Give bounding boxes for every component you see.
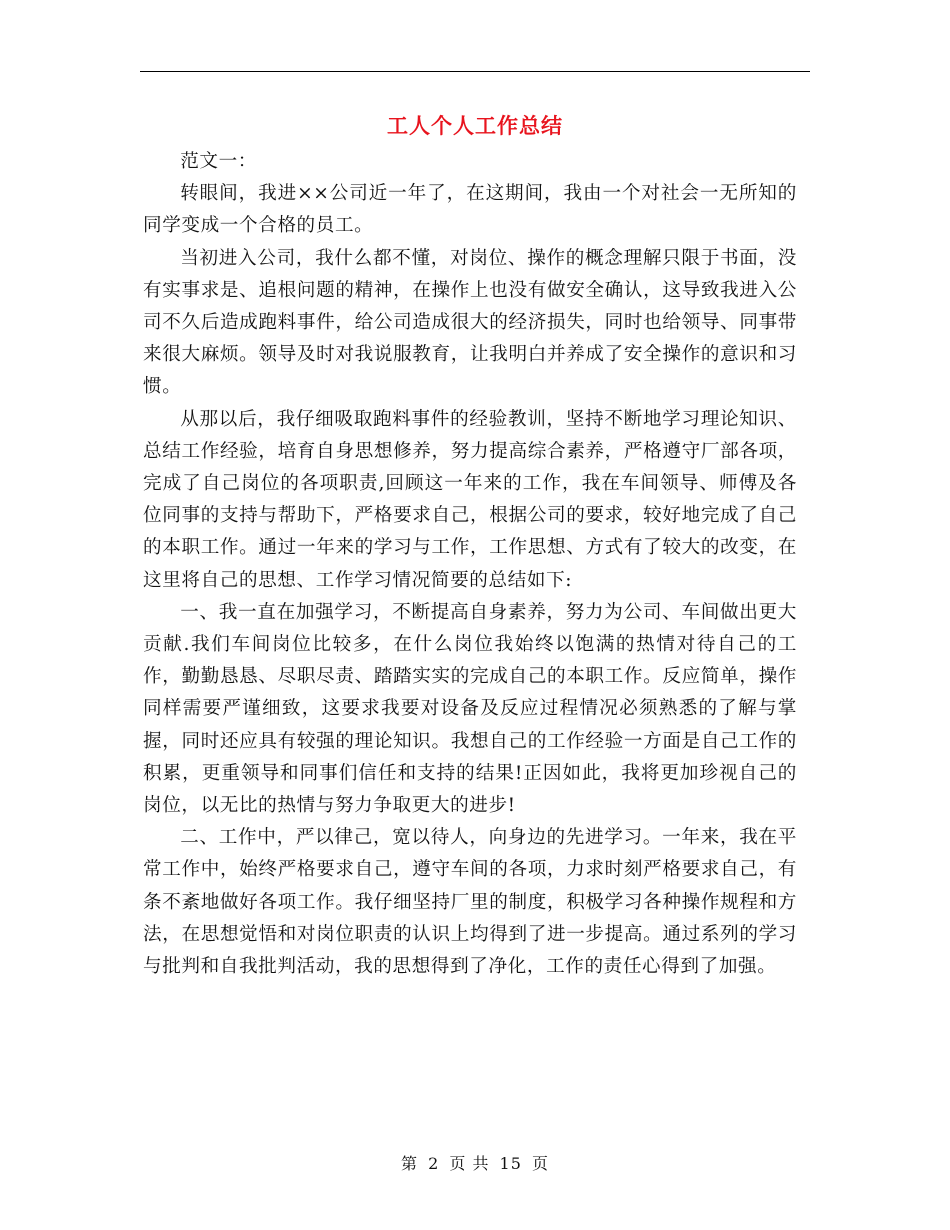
- paragraph-sample-label: 范文一：: [180, 151, 257, 172]
- total-page-count: 15: [499, 1154, 522, 1173]
- footer-middle: 页 共: [449, 1154, 490, 1173]
- footer-prefix: 第: [400, 1154, 418, 1173]
- document-body: [143, 146, 797, 983]
- paragraph: 转眼间，我进××公司近一年了，在这期间，我由一个对社会一无所知的同学变成一个合格的员工。: [143, 183, 797, 237]
- header-rule: [140, 71, 810, 72]
- footer-suffix: 页: [532, 1154, 550, 1173]
- page-footer: [140, 1152, 810, 1176]
- paragraph: 二、工作中，严以律己，宽以待人，向身边的先进学习。一年来，我在平常工作中，始终严格要求自己，遵守车间的各项，力求时刻严格要求自己，有条不紊地做好各项工作。我仔细坚持厂里的制度，积极学习各种操作规程和方法，在思想觉悟和对岗位职责的认识上均得到了进一步提高。通过系列的学习与批判和自我批判活动，我的思想得到了净化，工作的责任心得到了加强。: [143, 827, 797, 978]
- paragraph: 从那以后，我仔细吸取跑料事件的经验教训，坚持不断地学习理论知识、总结工作经验，培育自身思想修养，努力提高综合素养，严格遵守厂部各项，完成了自己岗位的各项职责,回顾这一年来的工作，我在车间领导、师傅及各位同事的支持与帮助下，严格要求自己，根据公司的要求，较好地完成了自己的本职工作。通过一年来的学习与工作，工作思想、方式有了较大的改变，在这里将自己的思想、工作学习情况简要的总结如下:: [143, 408, 797, 591]
- document-title: 工人个人工作总结: [387, 113, 563, 138]
- current-page-number: 2: [428, 1154, 440, 1173]
- paragraph: 当初进入公司，我什么都不懂，对岗位、操作的概念理解只限于书面，没有实事求是、追根问题的精神，在操作上也没有做安全确认，这导致我进入公司不久后造成跑料事件，给公司造成很大的经济损失，同时也给领导、同事带来很大麻烦。领导及时对我说服教育，让我明白并养成了安全操作的意识和习惯。: [143, 247, 797, 398]
- paragraph: 一、我一直在加强学习，不断提高自身素养，努力为公司、车间做出更大贡献.我们车间岗位比较多，在什么岗位我始终以饱满的热情对待自己的工作，勤勤恳恳、尽职尽责、踏踏实实的完成自己的本职工作。反应简单，操作同样需要严谨细致，这要求我要对设备及反应过程情况必须熟悉的了解与掌握，同时还应具有较强的理论知识。我想自己的工作经验一方面是自己工作的积累，更重领导和同事们信任和支持的结果!正因如此，我将更加珍视自己的岗位，以无比的热情与努力争取更大的进步!: [143, 601, 797, 817]
